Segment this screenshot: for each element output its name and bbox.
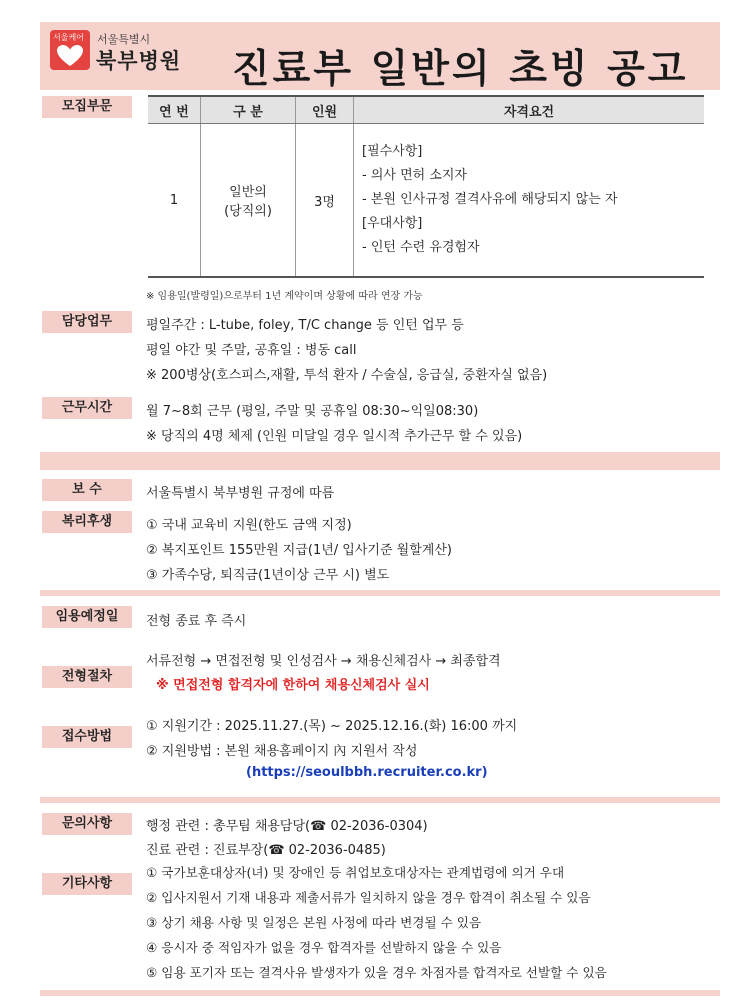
label-pay: 보 수 [42, 479, 132, 501]
type-line: 일반의 [229, 185, 267, 200]
duty-line: 평일주간 : L-tube, foley, T/C change 등 인턴 업무 등 [146, 318, 464, 333]
etc-line: ① 국가보훈대상자(녀) 및 장애인 등 취업보호대상자는 관계법령에 의거 우대 [146, 865, 565, 880]
etc-line: ⑤ 임용 포기자 또는 결격사유 발생자가 있을 경우 차점자를 합격자로 선발할 수 있음 [146, 965, 607, 980]
duty-line: ※ 200병상(호스피스,재활, 투석 환자 / 수술실, 응급실, 중환자실 없음) [146, 368, 548, 383]
recruit-table [148, 95, 704, 278]
section-divider [40, 452, 720, 470]
etc-line: ③ 상기 채용 사항 및 일정은 본원 사정에 따라 변경될 수 있음 [146, 915, 482, 930]
cell-count: 3명 [296, 124, 354, 278]
label-apply: 접수방법 [42, 726, 132, 748]
label-welfare: 복리후생 [42, 511, 132, 533]
req-line: - 본원 인사규정 결격사유에 해당되지 않는 자 [362, 192, 618, 207]
contact-line: 진료 관련 : 진료부장(☎ 02-2036-0485) [146, 843, 386, 858]
cell-no: 1 [148, 124, 201, 278]
welfare-line: ③ 가족수당, 퇴직금(1년이상 근무 시) 별도 [146, 568, 390, 583]
label-duties: 담당업무 [42, 311, 132, 333]
duty-line: 평일 야간 및 주말, 공휴일 : 병동 call [146, 343, 357, 358]
city-name: 서울특별시 [97, 33, 151, 46]
req-line: [필수사항] [362, 144, 423, 159]
process-text: 서류전형 → 면접전형 및 인성검사 → 채용신체검사 → 최종합격 [146, 654, 501, 669]
req-line: - 의사 면허 소지자 [362, 168, 467, 183]
pay-text: 서울특별시 북부병원 규정에 따름 [146, 486, 335, 501]
apply-period: ① 지원기간 : 2025.11.27.(목) ~ 2025.12.16.(화) 16:00 까지 [146, 719, 518, 734]
contact-line: 행정 관련 : 총무팀 채용담당(☎ 02-2036-0304) [146, 819, 428, 834]
apply-url-link[interactable]: (https://seoulbbh.recruiter.co.kr) [246, 765, 488, 780]
etc-line: ④ 응시자 중 적임자가 없을 경우 합격자를 선발하지 않을 수 있음 [146, 940, 502, 955]
logo-tag: 서울케어 [53, 33, 84, 42]
cell-requirements [354, 124, 705, 278]
apply-method: ② 지원방법 : 본원 채용홈페이지 內 지원서 작성 [146, 744, 418, 759]
label-hours: 근무시간 [42, 397, 132, 419]
label-recruit: 모집부문 [42, 96, 132, 118]
col-type: 구 분 [201, 96, 296, 124]
table-row [148, 124, 704, 278]
etc-line: ② 입사지원서 기재 내용과 제출서류가 일치하지 않을 경우 합격이 취소될 수 있음 [146, 890, 591, 905]
label-process: 전형절차 [42, 666, 132, 688]
process-note: ※ 면접전형 합격자에 한하여 채용신체검사 실시 [156, 678, 430, 693]
contract-note: ※ 임용일(발령일)으로부터 1년 계약이며 상황에 따라 연장 가능 [146, 291, 423, 302]
col-count: 인원 [296, 96, 354, 124]
hospital-name: 북부병원 [96, 49, 182, 73]
label-contact: 문의사항 [42, 813, 132, 835]
cell-type [201, 124, 296, 278]
label-etc: 기타사항 [42, 873, 132, 895]
section-divider [40, 590, 720, 596]
page-title: 진료부 일반의 초빙 공고 [232, 47, 689, 92]
col-no: 연 번 [148, 96, 201, 124]
welfare-line: ① 국내 교육비 지원(한도 금액 지정) [146, 518, 352, 533]
hours-line: ※ 당직의 4명 체제 (인원 미달일 경우 일시적 추가근무 할 수 있음) [146, 429, 523, 444]
start-text: 전형 종료 후 즉시 [146, 614, 247, 629]
section-divider [40, 797, 720, 803]
hours-line: 월 7~8회 근무 (평일, 주말 및 공휴일 08:30~익일08:30) [146, 404, 479, 419]
req-line: [우대사항] [362, 216, 423, 231]
type-line: (당직의) [224, 204, 272, 219]
label-start: 임용예정일 [42, 606, 132, 628]
req-line: - 인턴 수련 유경험자 [362, 240, 480, 255]
section-divider [40, 990, 720, 996]
heart-icon [56, 44, 84, 68]
welfare-line: ② 복지포인트 155만원 지급(1년/ 입사기준 월할계산) [146, 543, 452, 558]
col-requirements: 자격요건 [354, 96, 705, 124]
